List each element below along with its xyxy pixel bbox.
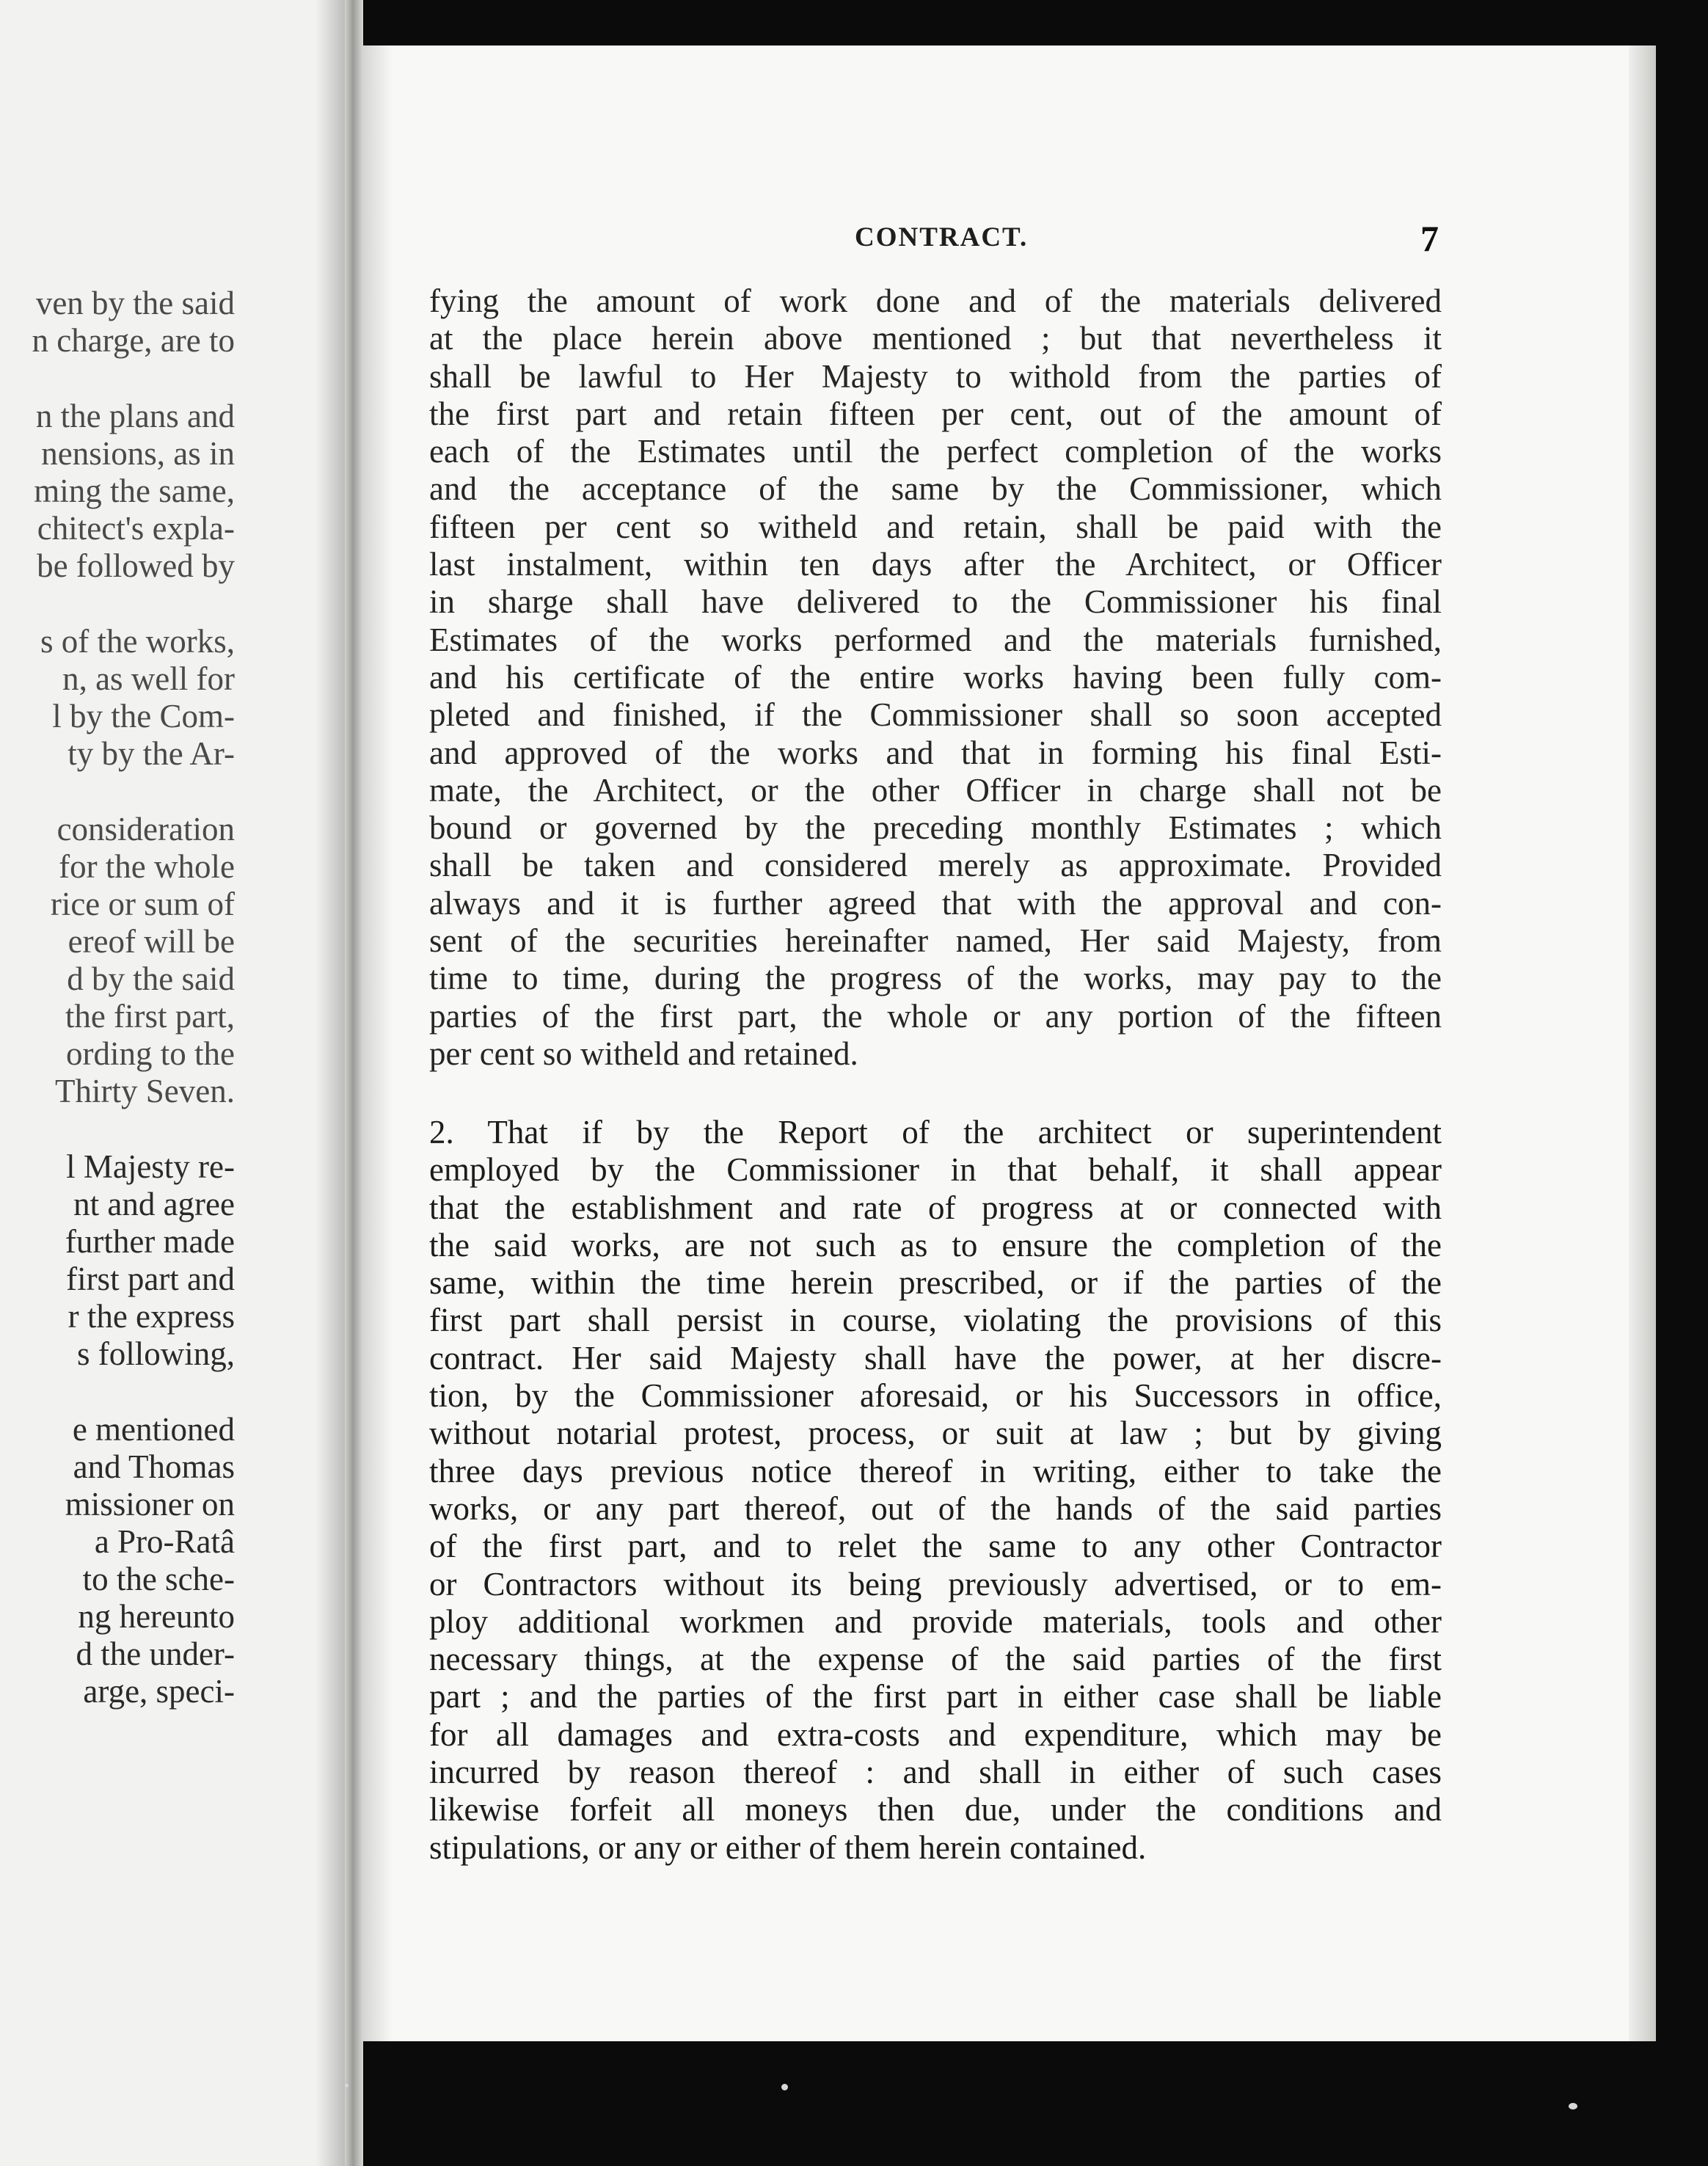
left-page-line: chitect's expla-: [37, 510, 235, 547]
body-text-line: for all damages and extra-costs and expenditure, which may be: [429, 1715, 1442, 1753]
body-text-line: mate, the Architect, or the other Officer in charge shall not be: [429, 771, 1442, 809]
left-page-line: nensions, as in: [41, 435, 235, 472]
body-text-line: stipulations, or any or either of them herein contained.: [429, 1828, 1147, 1866]
running-head-title: CONTRACT.: [855, 222, 1029, 252]
body-text-line: of the first part, and to relet the same to any other Contractor: [429, 1528, 1442, 1565]
left-page-line: missioner on: [65, 1486, 235, 1523]
paragraph-2: [429, 1114, 1442, 1867]
body-text-line: and the acceptance of the same by the Commissioner, which: [429, 470, 1442, 508]
left-page-line: be followed by: [37, 547, 235, 584]
left-page-line: and Thomas: [73, 1448, 235, 1485]
body-text-line: last instalment, within ten days after the Architect, or Officer: [429, 546, 1442, 583]
left-page-gutter-shadow: [315, 0, 345, 2166]
left-page-line: ereof will be: [67, 923, 235, 960]
body-text-line: time to time, during the progress of the works, may pay to the: [429, 960, 1442, 997]
body-text-line: sent of the securities hereinafter named, Her said Majesty, from: [429, 922, 1442, 960]
left-page-line: ty by the Ar-: [67, 735, 235, 772]
body-text-line: without notarial protest, process, or suit at law ; but by giving: [429, 1415, 1442, 1452]
right-page-gutter-shadow: [363, 45, 393, 2041]
left-page-line: nt and agree: [73, 1186, 235, 1222]
left-page-line: further made: [65, 1223, 235, 1260]
left-page-line: ven by the said: [35, 285, 235, 321]
left-page-line: [32, 773, 235, 811]
left-page: [0, 0, 345, 2166]
left-page-line: n charge, are to: [32, 322, 235, 359]
body-text-line: the said works, are not such as to ensure the completion of the: [429, 1226, 1442, 1264]
page-number: 7: [1420, 218, 1439, 259]
left-page-line: s following,: [76, 1335, 235, 1372]
body-text-line: part ; and the parties of the first part in either case shall be liable: [429, 1678, 1442, 1715]
left-page-line: d the under-: [76, 1636, 235, 1672]
body-text-line: 2. That if by the Report of the architect or superintendent: [429, 1114, 1442, 1151]
left-page-line: e mentioned: [72, 1411, 235, 1448]
body-text-line: incurred by reason thereof : and shall in either of such cases: [429, 1754, 1442, 1791]
body-text-line: pleted and finished, if the Commissioner shall so soon accepted: [429, 696, 1442, 734]
body-text-line: in sharge shall have delivered to the Commissioner his final: [429, 583, 1442, 621]
left-page-line: d by the said: [67, 960, 235, 997]
left-page-line: [32, 1373, 235, 1411]
body-text-line: likewise forfeit all moneys then due, under the conditions and: [429, 1791, 1442, 1828]
body-text-line: per cent so witheld and retained.: [429, 1035, 858, 1072]
body-text-line: same, within the time herein prescribed, or if the parties of the: [429, 1264, 1442, 1302]
left-page-line: ng hereunto: [78, 1598, 235, 1635]
left-page-line: ording to the: [66, 1035, 235, 1072]
body-text-line: that the establishment and rate of progress at or connected with: [429, 1189, 1442, 1226]
dust-speck: [345, 2084, 348, 2087]
body-text-line: works, or any part thereof, out of the hands of the said parties: [429, 1489, 1442, 1527]
body-text-line: Estimates of the works performed and the materials furnished,: [429, 621, 1442, 658]
body-text-line: fying the amount of work done and of the materials delivered: [429, 282, 1442, 319]
left-page-line: Thirty Seven.: [55, 1073, 235, 1109]
left-page-line: [32, 1110, 235, 1148]
body-text-line: always and it is further agreed that with the approval and con-: [429, 884, 1442, 922]
left-page-text: [32, 285, 235, 1710]
left-page-line: l Majesty re-: [66, 1148, 235, 1185]
left-page-line: n, as well for: [62, 660, 235, 697]
left-page-line: ming the same,: [34, 473, 235, 509]
left-page-line: a Pro-Ratâ: [94, 1523, 235, 1560]
body-text-line: contract. Her said Majesty shall have the power, at her discre-: [429, 1339, 1442, 1376]
book-gutter: [345, 0, 363, 2166]
body-text-line: each of the Estimates until the perfect completion of the works: [429, 433, 1442, 470]
left-page-line: consideration: [56, 811, 235, 847]
body-text-line: and his certificate of the entire works having been fully com-: [429, 658, 1442, 696]
left-page-line: l by the Com-: [52, 698, 235, 734]
body-text-line: shall be lawful to Her Majesty to withold from the parties of: [429, 357, 1442, 395]
body-text-line: tion, by the Commissioner aforesaid, or his Successors in office,: [429, 1377, 1442, 1415]
body-text-line: employed by the Commissioner in that behalf, it shall appear: [429, 1151, 1442, 1189]
left-page-line: rice or sum of: [50, 886, 235, 922]
body-text-line: bound or governed by the preceding monthly Estimates ; which: [429, 809, 1442, 847]
left-page-line: for the whole: [59, 848, 235, 885]
paragraph-1: [429, 282, 1442, 1073]
body-text-line: ploy additional workmen and provide materials, tools and other: [429, 1602, 1442, 1640]
left-page-line: n the plans and: [35, 398, 235, 434]
dust-speck: [781, 2084, 788, 2090]
body-text-line: shall be taken and considered merely as approximate. Provided: [429, 847, 1442, 884]
body-text-line: fifteen per cent so witheld and retain, shall be paid with the: [429, 508, 1442, 545]
body-text-line: three days previous notice thereof in writing, either to take the: [429, 1452, 1442, 1489]
dust-speck: [1569, 2103, 1577, 2110]
body-text-line: parties of the first part, the whole or any portion of the fifteen: [429, 997, 1442, 1035]
left-page-line: s of the works,: [40, 623, 235, 660]
left-page-line: [32, 585, 235, 623]
body-text-line: first part shall persist in course, violating the provisions of this: [429, 1302, 1442, 1339]
left-page-line: r the express: [67, 1298, 235, 1335]
left-page-line: arge, speci-: [83, 1673, 235, 1710]
body-text-line: necessary things, at the expense of the said parties of the first: [429, 1641, 1442, 1678]
left-page-line: [32, 360, 235, 398]
right-page-edge: [1629, 45, 1656, 2041]
body-text-line: the first part and retain fifteen per cent, out of the amount of: [429, 395, 1442, 432]
left-page-line: first part and: [66, 1261, 235, 1297]
body-text-line: and approved of the works and that in forming his final Esti-: [429, 734, 1442, 771]
body-text-line: or Contractors without its being previously advertised, or to em-: [429, 1565, 1442, 1602]
body-text-line: at the place herein above mentioned ; but that nevertheless it: [429, 320, 1442, 357]
left-page-line: to the sche-: [82, 1561, 235, 1597]
left-page-line: the first part,: [65, 998, 235, 1035]
